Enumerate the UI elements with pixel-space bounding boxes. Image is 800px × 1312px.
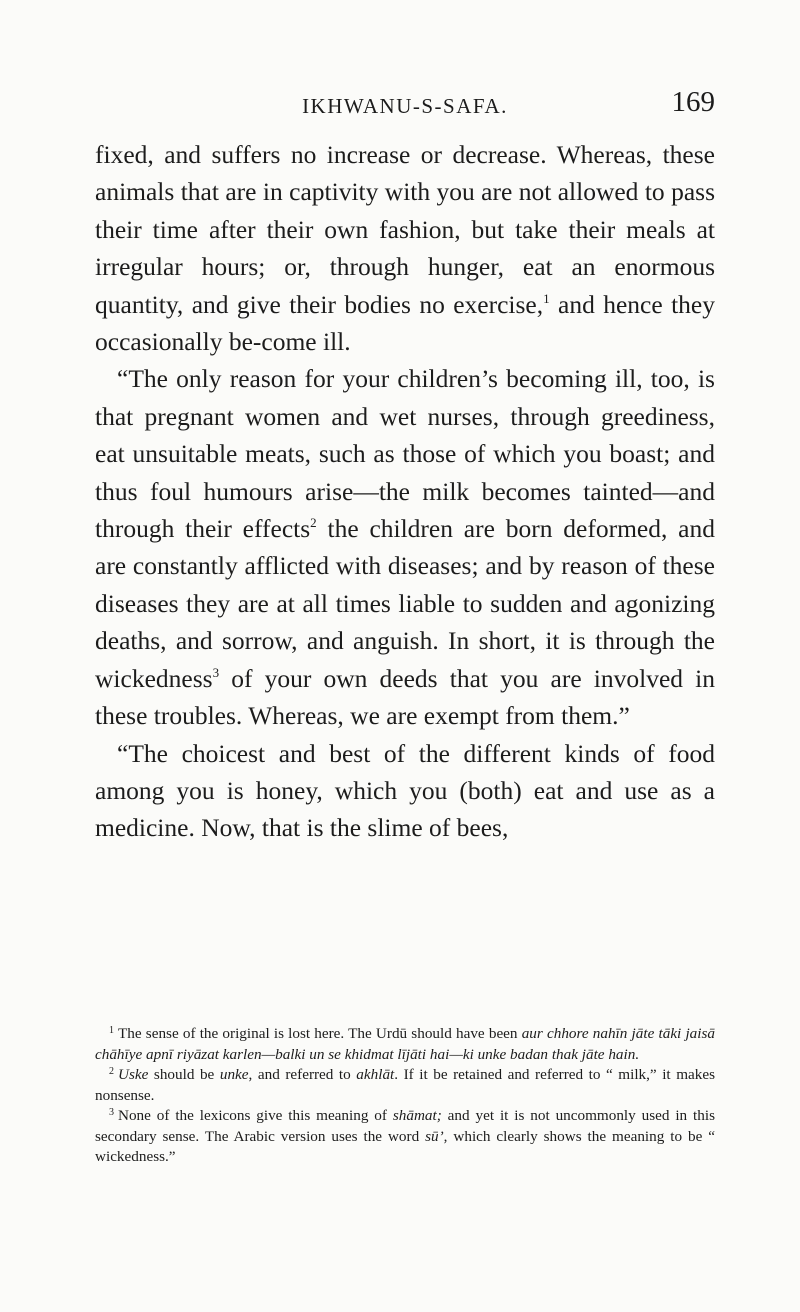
footnote-1 (95, 1024, 715, 1065)
footnote-italic: aur chhore nahīn jāte tāki jaisā chāhīye apnī riyāzat karlen—balki un se khidmat lījāti hai—ki unke badan thak jāte hain. (95, 1025, 715, 1063)
paragraph-text: and hence they occasionally be-come ill. (95, 289, 715, 357)
page-header (95, 86, 715, 128)
body-text (95, 136, 715, 847)
footnote-italic: akhlāt (356, 1066, 395, 1083)
footnote-italic: Uske (118, 1066, 149, 1083)
footnote-marker: 3 (109, 1107, 114, 1118)
paragraph-3 (95, 735, 715, 847)
paragraph-2 (95, 360, 715, 734)
footnotes (95, 1024, 715, 1168)
footnote-ref: 2 (310, 515, 317, 531)
paragraph-text: the children are born deformed, and are constantly afflicted with diseases; and by reason of these diseases they are at all times liable to sudden and agonizing deaths, and sorrow, and anguish. In short, it is through the wickedness (95, 514, 716, 693)
footnote-text: , and referred to (248, 1066, 357, 1083)
footnote-2 (95, 1065, 715, 1106)
footnote-text: and yet it is not uncommonly used in this secondary sense. The Arabic version uses the word (95, 1107, 715, 1145)
footnote-italic: shāmat; (392, 1107, 442, 1124)
footnote-text: None of the lexicons give this meaning of (118, 1107, 393, 1124)
paragraph-text: of your own deeds that you are involved in these troubles. Whereas, we are exempt from them.” (95, 663, 715, 731)
footnote-text: . If it be retained and referred to “ milk,” it makes nonsense. (95, 1066, 715, 1104)
footnote-text: should be (148, 1066, 220, 1083)
footnote-ref: 3 (212, 664, 220, 680)
paragraph-text: “The only reason for your children’s becoming ill, too, is that pregnant women and wet nurses, through greediness, eat unsuitable meats, such as those of which you boast; and thus foul humours arise—the milk becomes tainted—and through their effects (95, 364, 715, 544)
footnote-marker: 1 (109, 1025, 114, 1036)
paragraph-text: fixed, and suffers no increase or decrease. Whereas, these animals that are in captivity with you are not allowed to pass their time after their own fashion, but take their meals at irregular hours; or, through hunger, eat an enormous quantity, and give their bodies no exercise, (95, 140, 715, 319)
footnote-3 (95, 1106, 715, 1168)
footnote-marker: 2 (109, 1066, 114, 1077)
running-head: IKHWANU-S-SAFA. (302, 94, 508, 118)
footnote-italic: sū’ (425, 1127, 444, 1145)
paragraph-text: “The choicest and best of the different kinds of food among you is honey, which you (both) eat and use as a medicine. Now, that is the slime of bees, (95, 738, 715, 843)
footnote-italic: unke (219, 1066, 249, 1083)
footnote-text: , which clearly shows the meaning to be “ wickedness.” (95, 1127, 715, 1165)
footnote-text: The sense of the original is lost here. The Urdū should have been (118, 1025, 522, 1042)
page-number: 169 (671, 86, 715, 118)
footnote-ref: 1 (543, 290, 550, 306)
paragraph-1 (95, 136, 715, 360)
